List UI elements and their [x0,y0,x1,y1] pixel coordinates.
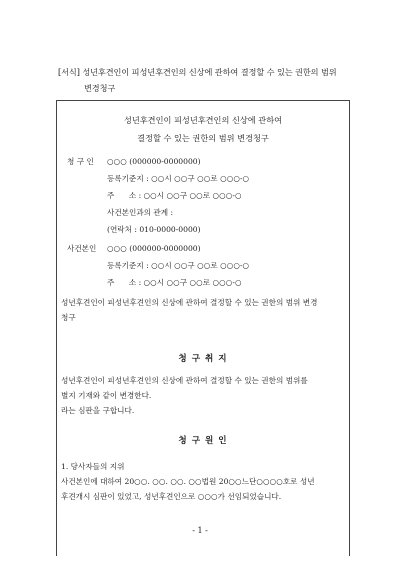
subject-registered-address: 등록기준지 : ○○시 ○○구 ○○로 ○○○-○ [107,261,250,270]
subject-address: 주 소 : ○○시 ○○구 ○○로 ○○○-○ [107,278,242,287]
subject-role: 사건본인 [67,244,97,253]
sample-heading-continuation: 변경청구 [84,83,116,93]
cause-item1-line1: 사건본인에 대하여 20○○. ○○. ○○. ○○법원 20○○느단○○○○호로 성년 [61,477,315,486]
purpose-line1: 성년후견인이 피성년후견인의 신상에 관하여 결정할 수 있는 권한의 범위를 [61,376,308,385]
case-name-line1: 성년후견인이 피성년후견인의 신상에 관하여 결정할 수 있는 권한의 범위 변경 [61,298,318,307]
document-title-line1: 성년후견인이 피성년후견인의 신상에 관하여 [123,115,283,125]
claimant-role: 청 구 인 [67,157,94,166]
claimant-address: 주 소 : ○○시 ○○구 ○○로 ○○○-○ [107,191,242,200]
sample-heading-text: 성년후견인이 피성년후견인의 신상에 관하여 결정할 수 있는 권한의 범위 [79,67,337,77]
purpose-body [61,373,341,418]
page-number: - 1 - [192,526,208,535]
cause-body [61,459,341,504]
claimant-registered-address: 등록기준지 : ○○시 ○○구 ○○로 ○○○-○ [107,174,250,183]
purpose-line3: 라는 심판을 구합니다. [61,406,135,415]
document-title-line2: 결정할 수 있는 권한의 범위 변경청구 [137,133,269,143]
sample-heading [58,64,358,96]
document-frame [56,100,350,556]
claimant-relation: 사건본인과의 관계 : [107,208,174,217]
cause-heading: 청 구 원 인 [178,436,228,446]
claimant-contact: (연락처 : 010-0000-0000) [107,225,201,234]
document-title [57,111,349,147]
cause-item1-title: 1. 당사자들의 지위 [61,462,125,471]
purpose-heading: 청 구 취 지 [178,354,228,364]
case-name-line2: 청구 [61,313,76,322]
subject-name: ○○○ (000000-0000000) [107,244,201,253]
cause-item1-line2: 후견개시 심판이 있었고, 성년후견인으로 ○○○가 선임되었습니다. [61,492,282,501]
claimant-name: ○○○ (000000-0000000) [107,157,201,166]
purpose-line2: 별지 기재와 같이 변경한다. [61,391,152,400]
case-name [61,295,341,325]
sample-prefix: [서식] [58,67,80,77]
